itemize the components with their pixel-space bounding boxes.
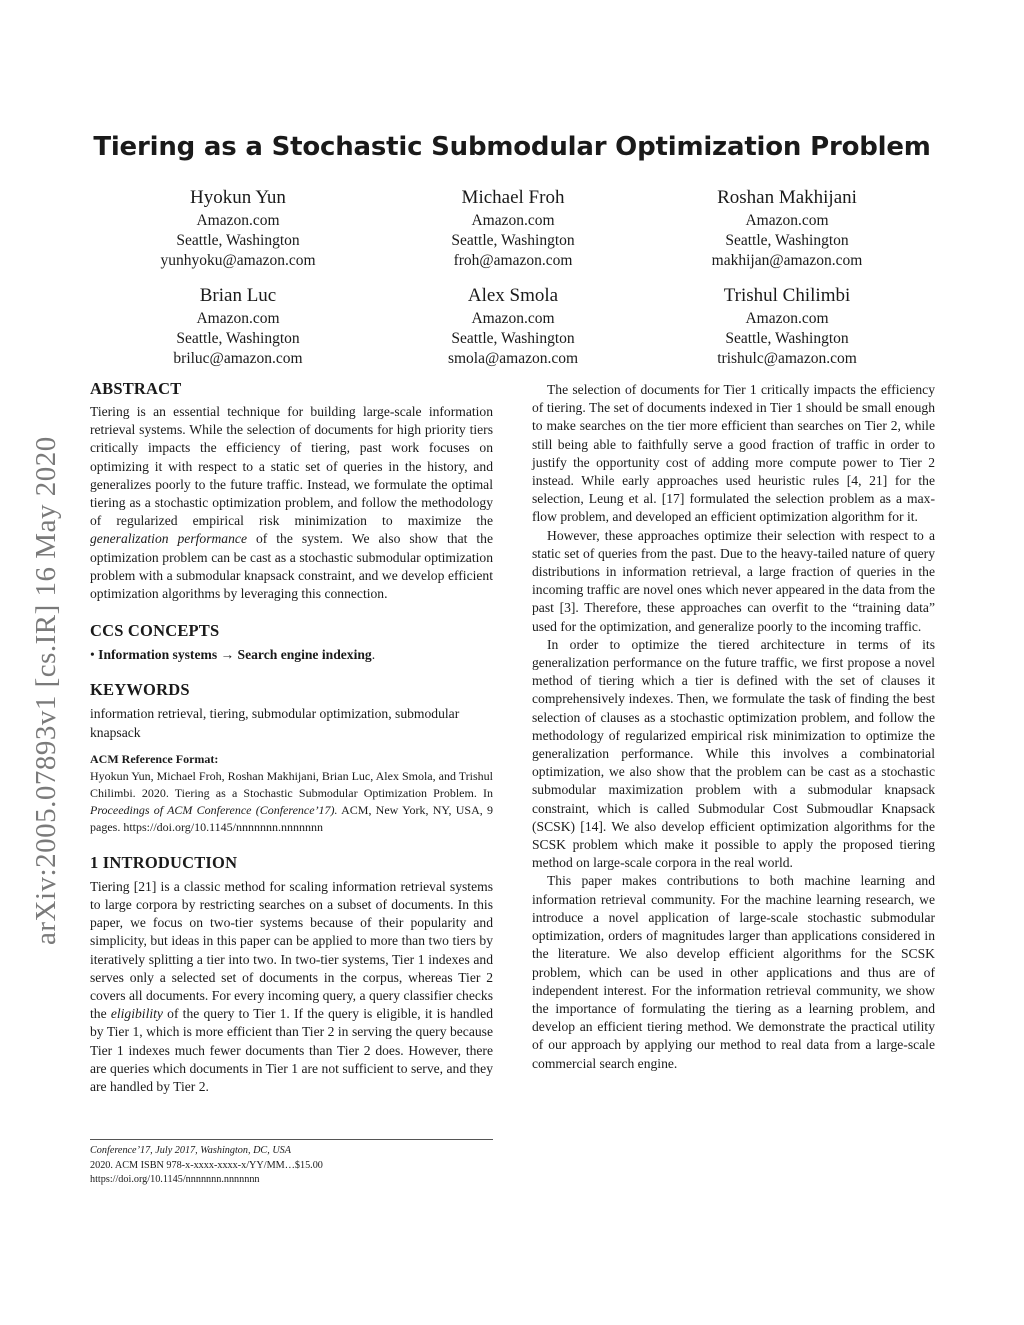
author-location: Seattle, Washington: [176, 232, 300, 249]
acm-reference-emphasis: Proceedings of ACM Conference (Conference’17).: [90, 802, 338, 817]
intro-paragraph: In order to optimize the tiered architecture in terms of its generalization performance on the future traffic, we first propose a novel method of tiering which a tier is defined with the set of clauses it comprehensively indexes. Then, we formulate the task of finding the best selection of clauses as a stochastic optimization problem, and follow the methodology of regularized empirical risk minimization to optimize the generalization performance. While this involves a combinatorial optimization, we also show that the problem can be cast as a stochastic submodular maximization problem with a submodular knapsack constraint, which is called Submodular Cost Submoudlar Knapsack (SCSK) [14]. We also develop efficient optimization algorithms for the SCSK problem which make it possible to apply the proposed tiering method on large-scale corpora in the real world.: [532, 636, 935, 871]
author-name: Brian Luc: [199, 285, 277, 306]
ccs-item: Search engine indexing: [237, 647, 372, 663]
acm-reference-part: ACM, New York, NY, USA, 9 pages. https://doi.org/10.1145/nnnnnnn.nnnnnnn: [90, 802, 493, 834]
arxiv-identifier: arXiv:2005.07893v1 [cs.IR] 16 May 2020: [30, 436, 62, 945]
footnote-isbn: 2020. ACM ISBN 978-x-xxxx-xxxx-x/YY/MM…$15.00: [90, 1159, 323, 1171]
left-column: [90, 378, 493, 1096]
author-block: [393, 284, 633, 369]
ccs-bullet: •: [90, 647, 95, 663]
author-email[interactable]: yunhyoku@amazon.com: [160, 252, 316, 269]
footnote-doi[interactable]: https://doi.org/10.1145/nnnnnnn.nnnnnnn: [90, 1174, 260, 1185]
author-org: Amazon.com: [745, 212, 829, 229]
ccs-heading: CCS CONCEPTS: [90, 621, 220, 641]
author-block: [667, 186, 907, 271]
footnote: [90, 1139, 493, 1188]
author-org: Amazon.com: [745, 310, 829, 327]
author-location: Seattle, Washington: [176, 330, 300, 347]
intro-paragraph: This paper makes contributions to both machine learning and information retrieval community. For the machine learning research, we introduce a novel application of large-scale stochastic submodular optimization, orders of magnitudes larger than applications considered in the literature. We also develop efficient algorithms for the SCSK problem, which can be used in other applications and thus are of independent interest. For the information retrieval community, we show the importance of formulating the tiering as a learning problem, and develop an efficient tiering method. We demonstrate the practical utility of our approach by applying our method to real data from a large-scale commercial search engine.: [532, 873, 935, 1071]
footnote-venue: Conference’17, July 2017, Washington, DC, USA: [90, 1145, 291, 1156]
author-name: Michael Froh: [461, 187, 565, 208]
intro-emphasis: eligibility: [110, 1006, 163, 1022]
author-email[interactable]: briluc@amazon.com: [173, 350, 303, 367]
author-name: Hyokun Yun: [190, 187, 286, 208]
intro-paragraph: [90, 878, 493, 1096]
author-location: Seattle, Washington: [451, 232, 575, 249]
intro-text-part: Tiering [21] is a classic method for scaling information retrieval systems to large corpora by restricting searches on a subset of documents. In this paper, we focus on two-tier systems because of their popularity and simplicity, but ideas in this paper can be applied to more than two tiers by iteratively splitting a tier into two. In two-tier systems, Tier 1 indexes and serves only a selected set of documents in the corpus, whereas Tier 2 covers all documents. For every incoming query, a query classifier checks the: [90, 878, 493, 1022]
author-block: [118, 284, 358, 369]
introduction-heading: 1 INTRODUCTION: [90, 852, 238, 872]
intro-paragraph: The selection of documents for Tier 1 critically impacts the efficiency of tiering. The set of documents indexed in Tier 1 should be small enough to make searches on the tier more efficient than searches on Tier 2, while still being able to faithfully serve a good fraction of traffic in order to justify the opportunity cost of adding more compute power to Tier 2 instead. While early approaches used heuristic rules [4, 21] for the selection, Leung et al. [17] formulated the selection problem as a max-flow problem, and developed an efficient optimization algorithm for it.: [532, 382, 935, 525]
ccs-arrow: →: [220, 647, 235, 663]
acm-reference-part: Hyokun Yun, Michael Froh, Roshan Makhijani, Brian Luc, Alex Smola, and Trishul Chilimbi. 2020. Tiering as a Stochastic Submodular Optimization Problem. In: [90, 768, 493, 800]
author-org: Amazon.com: [471, 212, 555, 229]
author-location: Seattle, Washington: [451, 330, 575, 347]
author-org: Amazon.com: [196, 310, 280, 327]
author-block: [667, 284, 907, 369]
intro-text-part: of the query to Tier 1. If the query is eligible, it is handled by Tier 1, which is more efficient than Tier 2 in serving the query because Tier 1 indexes much fewer documents than Tier 2 does. However, there are queries which documents in Tier 1 are not sufficient to serve, and they are handled by Tier 2.: [90, 1006, 493, 1095]
intro-paragraph: However, these approaches optimize their selection with respect to a static set of queries from the past. Due to the heavy-tailed nature of query distributions in information retrieval, a large fraction of queries in the incoming traffic are novel ones which never appeared in the data from the past [3]. Therefore, these approaches can overfit to the “training data” used for the optimization, and generalize poorly to the incoming traffic.: [532, 527, 935, 634]
author-email[interactable]: smola@amazon.com: [447, 350, 579, 367]
author-email[interactable]: makhijan@amazon.com: [711, 252, 863, 269]
author-name: Alex Smola: [467, 285, 559, 306]
keywords-text: information retrieval, tiering, submodular optimization, submodular knapsack: [90, 706, 460, 740]
author-email[interactable]: trishulc@amazon.com: [717, 350, 857, 367]
abstract-emphasis: generalization performance: [90, 531, 247, 547]
paper-title: Tiering as a Stochastic Submodular Optimization Problem: [93, 132, 931, 162]
author-location: Seattle, Washington: [725, 232, 849, 249]
abstract-text: [90, 403, 493, 603]
author-name: Trishul Chilimbi: [723, 285, 851, 306]
author-email[interactable]: froh@amazon.com: [453, 252, 573, 269]
ccs-concepts: [90, 646, 493, 664]
abstract-text-part: of the system. We also show that the optimization problem can be cast as a stochastic submodular optimization problem with a submodular knapsack constraint, and we develop efficient optimization algorithms by leveraging this connection.: [90, 531, 493, 602]
keywords-heading: KEYWORDS: [90, 680, 190, 700]
abstract-heading: ABSTRACT: [90, 379, 182, 398]
acm-reference-text: [90, 768, 493, 836]
ccs-end: .: [371, 647, 376, 663]
author-org: Amazon.com: [196, 212, 280, 229]
abstract-text-part: Tiering is an essential technique for building large-scale information retrieval systems. While the selection of documents for high priority tiers critically impacts the efficiency of tiering, past work focuses on optimizing it with respect to a static set of queries in the history, and generalizes poorly to the future traffic. Instead, we formulate the optimal tiering as a stochastic optimization problem, and follow the methodology of regularized empirical risk minimization to maximize the: [90, 404, 493, 529]
ccs-item: Information systems: [98, 647, 218, 663]
acm-reference-heading: ACM Reference Format:: [90, 751, 219, 766]
author-block: [118, 186, 358, 271]
author-block: [393, 186, 633, 271]
author-location: Seattle, Washington: [725, 330, 849, 347]
author-org: Amazon.com: [471, 310, 555, 327]
right-column: [532, 381, 935, 1073]
author-name: Roshan Makhijani: [717, 187, 857, 208]
